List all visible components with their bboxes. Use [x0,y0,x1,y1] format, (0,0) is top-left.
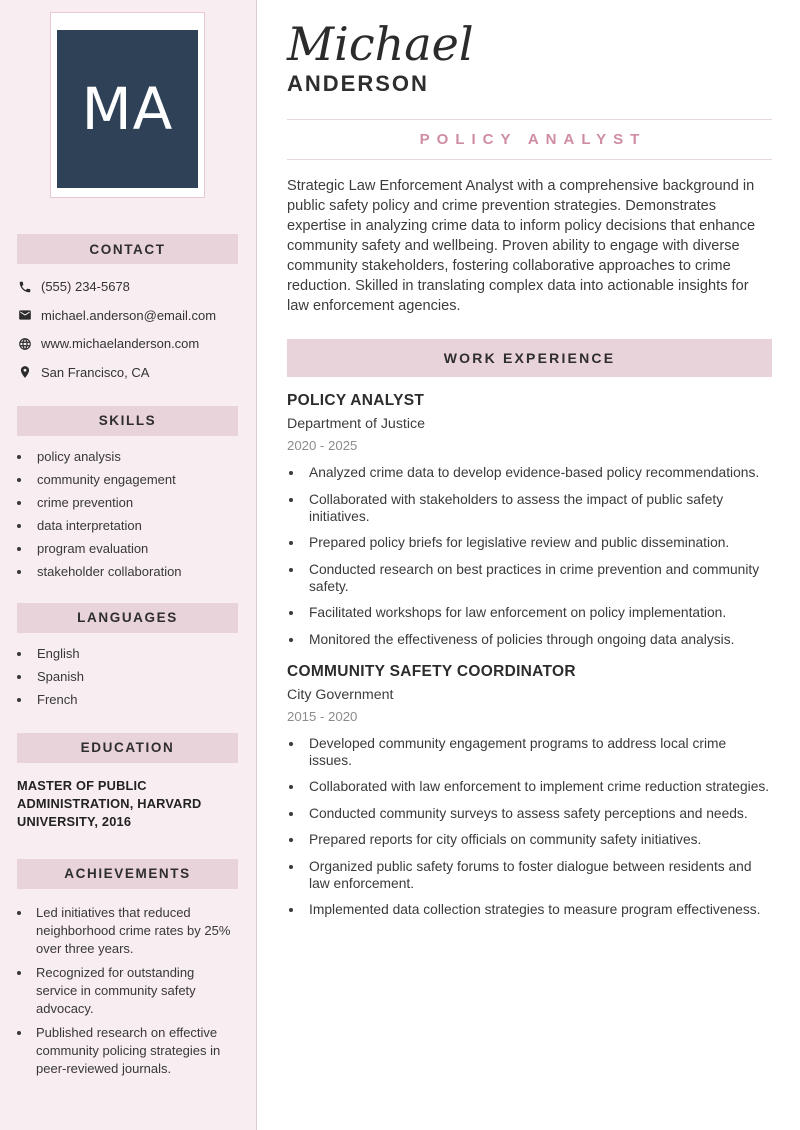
education-section-title: EDUCATION [80,740,175,755]
job-entry [287,663,772,919]
globe-icon [18,337,32,351]
achievement-item: • Led initiatives that reduced neighborhood crime rates by 25% over three years. [32,904,238,958]
job-bullets [287,735,772,919]
job-title: COMMUNITY SAFETY COORDINATOR [287,662,576,680]
education-entry: MASTER OF PUBLIC ADMINISTRATION, HARVARD UNIVERSITY, 2016 [17,777,202,829]
languages-list [17,646,238,707]
language-item: • French [32,692,238,707]
job-bullet: • Analyzed crime data to develop evidence-based policy recommendations. [304,464,772,481]
skill-item: • community engagement [32,472,238,487]
job-bullet: • Facilitated workshops for law enforcement on policy implementation. [304,604,772,621]
main-content [257,0,800,1130]
job-bullet: • Conducted community surveys to assess safety perceptions and needs. [304,805,772,822]
skill-item: • data interpretation [32,518,238,533]
contact-phone-text: (555) 234-5678 [41,279,130,294]
contact-section-title: CONTACT [89,241,166,257]
job-bullets [287,464,772,648]
job-bullet: • Prepared policy briefs for legislative review and public dissemination. [304,534,772,551]
contact-item-phone [18,279,238,294]
job-bullet: • Monitored the effectiveness of policies through ongoing data analysis. [304,631,772,648]
sidebar [0,0,257,1130]
achievement-item: • Recognized for outstanding service in community safety advocacy. [32,964,238,1018]
achievements-section-title: ACHIEVEMENTS [64,866,191,881]
location-icon [18,365,32,379]
work-experience-header [287,339,772,377]
achievements-section-header [17,859,238,889]
job-title: POLICY ANALYST [287,392,425,410]
job-bullet: • Conducted research on best practices in crime prevention and community safety. [304,561,772,595]
achievements-list [17,904,238,1078]
job-bullet: • Collaborated with law enforcement to implement crime reduction strategies. [304,778,772,795]
languages-section-title: LANGUAGES [77,610,178,625]
phone-icon [18,280,32,294]
achievement-item: • Published research on effective community policing strategies in peer-reviewed journals. [32,1024,238,1078]
job-entry [287,392,772,648]
skill-item: • stakeholder collaboration [32,564,238,579]
skill-item: • program evaluation [32,541,238,556]
languages-section-header [17,603,238,633]
avatar [50,12,205,198]
job-company: City Government [287,686,394,703]
avatar-monogram-box [57,30,198,188]
job-bullet: • Organized public safety forums to foster dialogue between residents and law enforcement. [304,858,772,892]
skills-section-header [17,406,238,436]
first-name: Michael [287,17,474,71]
language-item: • English [32,646,238,661]
skills-section-title: SKILLS [98,413,157,428]
job-dates: 2020 - 2025 [287,438,358,454]
job-bullet: • Implemented data collection strategies to measure program effectiveness. [304,901,772,918]
language-item: • Spanish [32,669,238,684]
contact-location-text: San Francisco, CA [41,364,150,380]
job-dates: 2015 - 2020 [287,708,358,724]
contact-item-website [18,336,238,351]
contact-email-text: michael.anderson@email.com [41,307,217,323]
contact-section-header [17,234,238,264]
job-bullet: • Collaborated with stakeholders to assess the impact of public safety initiatives. [304,491,772,525]
title-divider-bottom [287,159,772,160]
job-bullet: • Developed community engagement programs to address local crime issues. [304,735,772,769]
contact-item-location [18,365,238,380]
work-experience-title: WORK EXPERIENCE [443,350,616,367]
contact-website-text: www.michaelanderson.com [41,336,200,351]
skill-item: • policy analysis [32,449,238,464]
profile-summary: Strategic Law Enforcement Analyst with a comprehensive background in public safety policy and crime prevention strategies. Demonstrates expertise in analyzing crime data to inform policy decisions that enhance community safety and wellbeing. Proven ability to engage with diverse community stakeholders, fostering collaborative approaches to crime reduction. Skilled in translating complex data into actionable insights for law enforcement agencies. [287,178,756,315]
monogram-text: MA [81,75,174,143]
skills-list [17,449,238,579]
job-company: Department of Justice [287,416,425,433]
skill-item: • crime prevention [32,495,238,510]
last-name: ANDERSON [287,71,429,97]
education-section-header [17,733,238,763]
contact-list [18,279,238,380]
contact-item-email [18,308,238,323]
email-icon [18,308,32,322]
page-title: POLICY ANALYST [419,131,647,149]
job-bullet: • Prepared reports for city officials on community safety initiatives. [304,831,772,848]
